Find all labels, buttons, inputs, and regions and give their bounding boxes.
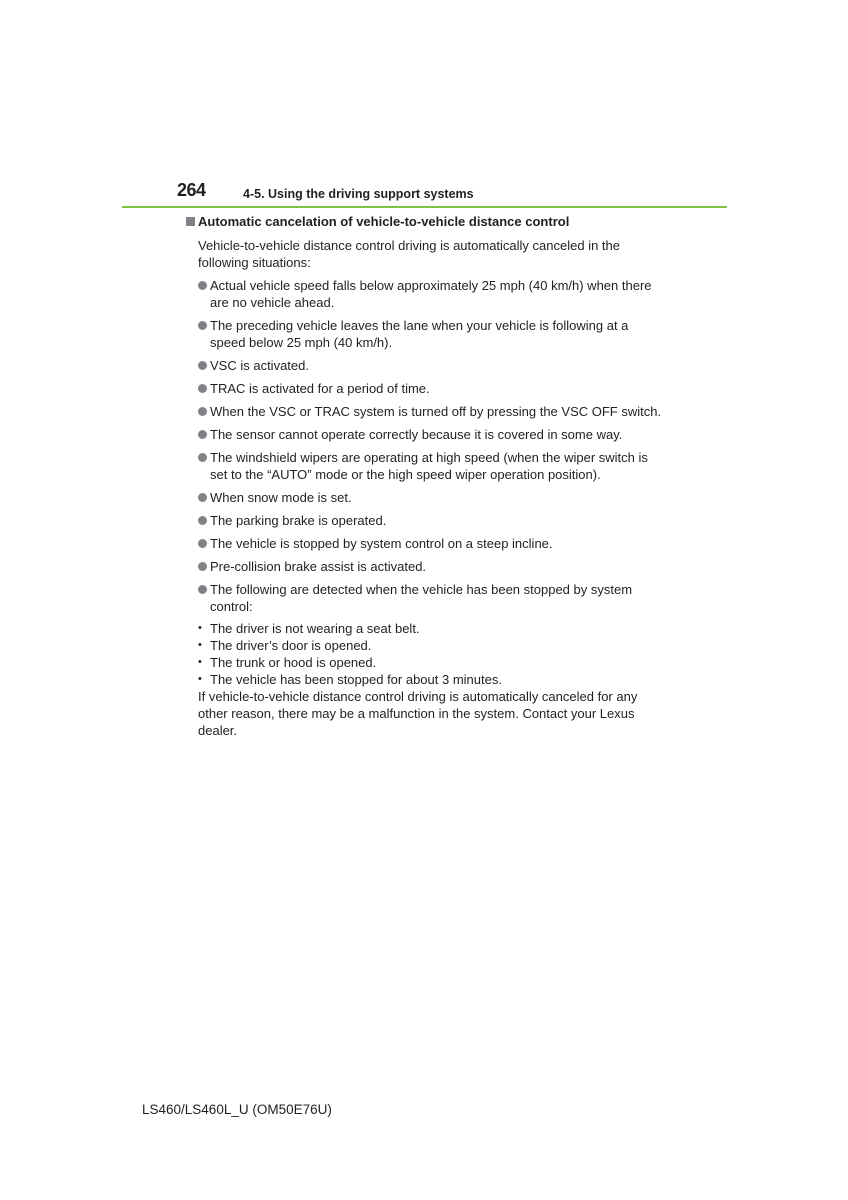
list-item-text: The preceding vehicle leaves the lane when your vehicle is following at a speed below 25 mph (40 km/h). <box>210 318 629 350</box>
list-item <box>198 449 666 483</box>
subsection-heading <box>186 213 666 230</box>
list-item <box>198 380 666 397</box>
list-item-text: When the VSC or TRAC system is turned off by pressing the VSC OFF switch. <box>210 404 662 419</box>
circle-bullet-icon <box>198 453 207 462</box>
sub-list-item-text: The vehicle has been stopped for about 3 minutes. <box>210 672 502 687</box>
circle-bullet-icon <box>198 585 207 594</box>
list-item <box>198 489 666 506</box>
sub-list-item <box>198 671 666 688</box>
middle-dot-icon: • <box>198 656 202 668</box>
list-item-text: TRAC is activated for a period of time. <box>210 381 430 396</box>
detected-conditions-list <box>198 620 666 688</box>
list-item <box>198 277 666 311</box>
middle-dot-icon: • <box>198 639 202 651</box>
list-item-text: The vehicle is stopped by system control on a steep incline. <box>210 536 553 551</box>
list-item-text: The parking brake is operated. <box>210 513 387 528</box>
list-item <box>198 426 666 443</box>
middle-dot-icon: • <box>198 673 202 685</box>
list-item <box>198 581 666 615</box>
circle-bullet-icon <box>198 562 207 571</box>
footer-model-code: LS460/LS460L_U (OM50E76U) <box>142 1102 332 1117</box>
circle-bullet-icon <box>198 539 207 548</box>
circle-bullet-icon <box>198 516 207 525</box>
list-item-text: Pre-collision brake assist is activated. <box>210 559 427 574</box>
list-item <box>198 558 666 575</box>
circle-bullet-icon <box>198 361 207 370</box>
circle-bullet-icon <box>198 493 207 502</box>
sub-list-item <box>198 654 666 671</box>
page-number: 264 <box>177 180 206 200</box>
circle-bullet-icon <box>198 430 207 439</box>
intro-paragraph: Vehicle-to-vehicle distance control driving is automatically canceled in the following situations: <box>198 238 620 270</box>
middle-dot-icon: • <box>198 622 202 634</box>
page-content <box>186 213 666 739</box>
list-item-text: VSC is activated. <box>210 358 309 373</box>
circle-bullet-icon <box>198 407 207 416</box>
cancel-conditions-list <box>198 277 666 615</box>
circle-bullet-icon <box>198 281 207 290</box>
circle-bullet-icon <box>198 384 207 393</box>
header-divider <box>122 206 727 208</box>
list-item-text: Actual vehicle speed falls below approximately 25 mph (40 km/h) when there are no vehicle ahead. <box>210 278 652 310</box>
closing-paragraph: If vehicle-to-vehicle distance control driving is automatically canceled for any other reason, there may be a malfunction in the system. Contact your Lexus dealer. <box>198 689 638 738</box>
list-item-text: When snow mode is set. <box>210 490 352 505</box>
list-item-text: The sensor cannot operate correctly because it is covered in some way. <box>210 427 623 442</box>
list-item <box>198 357 666 374</box>
list-item <box>198 512 666 529</box>
list-item <box>198 317 666 351</box>
list-item <box>198 535 666 552</box>
list-item-text: The windshield wipers are operating at high speed (when the wiper switch is set to the “AUTO” mode or the high speed wiper operation position). <box>210 450 648 482</box>
square-bullet-icon <box>186 217 195 226</box>
sub-list-item <box>198 637 666 654</box>
sub-list-item-text: The driver is not wearing a seat belt. <box>210 621 420 636</box>
sub-list-item <box>198 620 666 637</box>
sub-list-item-text: The trunk or hood is opened. <box>210 655 377 670</box>
subsection-heading-text: Automatic cancelation of vehicle-to-vehicle distance control <box>198 214 570 229</box>
list-item <box>198 403 666 420</box>
circle-bullet-icon <box>198 321 207 330</box>
section-title: 4-5. Using the driving support systems <box>243 187 474 201</box>
list-item-text: The following are detected when the vehicle has been stopped by system control: <box>210 582 633 614</box>
sub-list-item-text: The driver’s door is opened. <box>210 638 372 653</box>
